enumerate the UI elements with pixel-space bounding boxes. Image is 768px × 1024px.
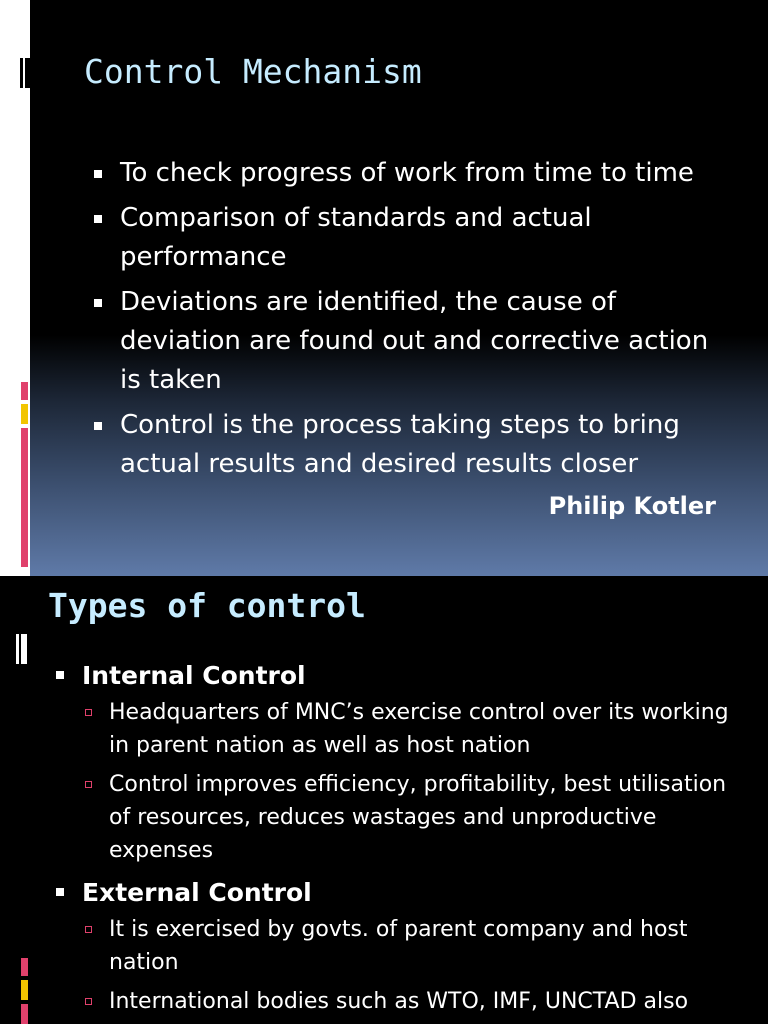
title-marker-decoration	[16, 634, 28, 664]
sub-bullet-icon	[85, 781, 92, 788]
accent-bar-decoration	[21, 382, 28, 567]
bullet-square-icon	[94, 170, 102, 178]
list-item: Headquarters of MNC’s exercise control over its working in parent nation as well as host nation	[52, 696, 732, 762]
list-item: International bodies such as WTO, IMF, UNCTAD also	[52, 985, 732, 1018]
title-marker-decoration	[20, 58, 30, 88]
list-item: Control is the process taking steps to bring actual results and desired results closer	[90, 406, 730, 484]
bullet-list	[90, 154, 730, 490]
list-item: It is exercised by govts. of parent company and host nation	[52, 913, 732, 979]
bullet-list	[52, 656, 732, 1024]
accent-bar-decoration	[21, 958, 28, 1024]
section-heading: Internal Control	[52, 656, 732, 696]
attribution: Philip Kotler	[548, 492, 716, 520]
sub-bullet-icon	[85, 926, 92, 933]
list-item: To check progress of work from time to time	[90, 154, 730, 193]
list-item: Deviations are identified, the cause of deviation are found out and corrective action is taken	[90, 283, 730, 400]
slide-title: Types of control	[48, 586, 366, 625]
sub-bullet-icon	[85, 998, 92, 1005]
bullet-square-icon	[94, 422, 102, 430]
bullet-square-icon	[94, 299, 102, 307]
bullet-square-icon	[94, 215, 102, 223]
slide-types-of-control	[0, 576, 768, 1024]
list-item: Comparison of standards and actual performance	[90, 199, 730, 277]
section-heading: External Control	[52, 873, 732, 913]
list-item: Control improves efficiency, profitability, best utilisation of resources, reduces wastages and unproductive expenses	[52, 768, 732, 867]
slide-title: Control Mechanism	[84, 52, 422, 91]
sub-bullet-icon	[85, 709, 92, 716]
bullet-square-icon	[56, 888, 64, 896]
bullet-square-icon	[56, 671, 64, 679]
